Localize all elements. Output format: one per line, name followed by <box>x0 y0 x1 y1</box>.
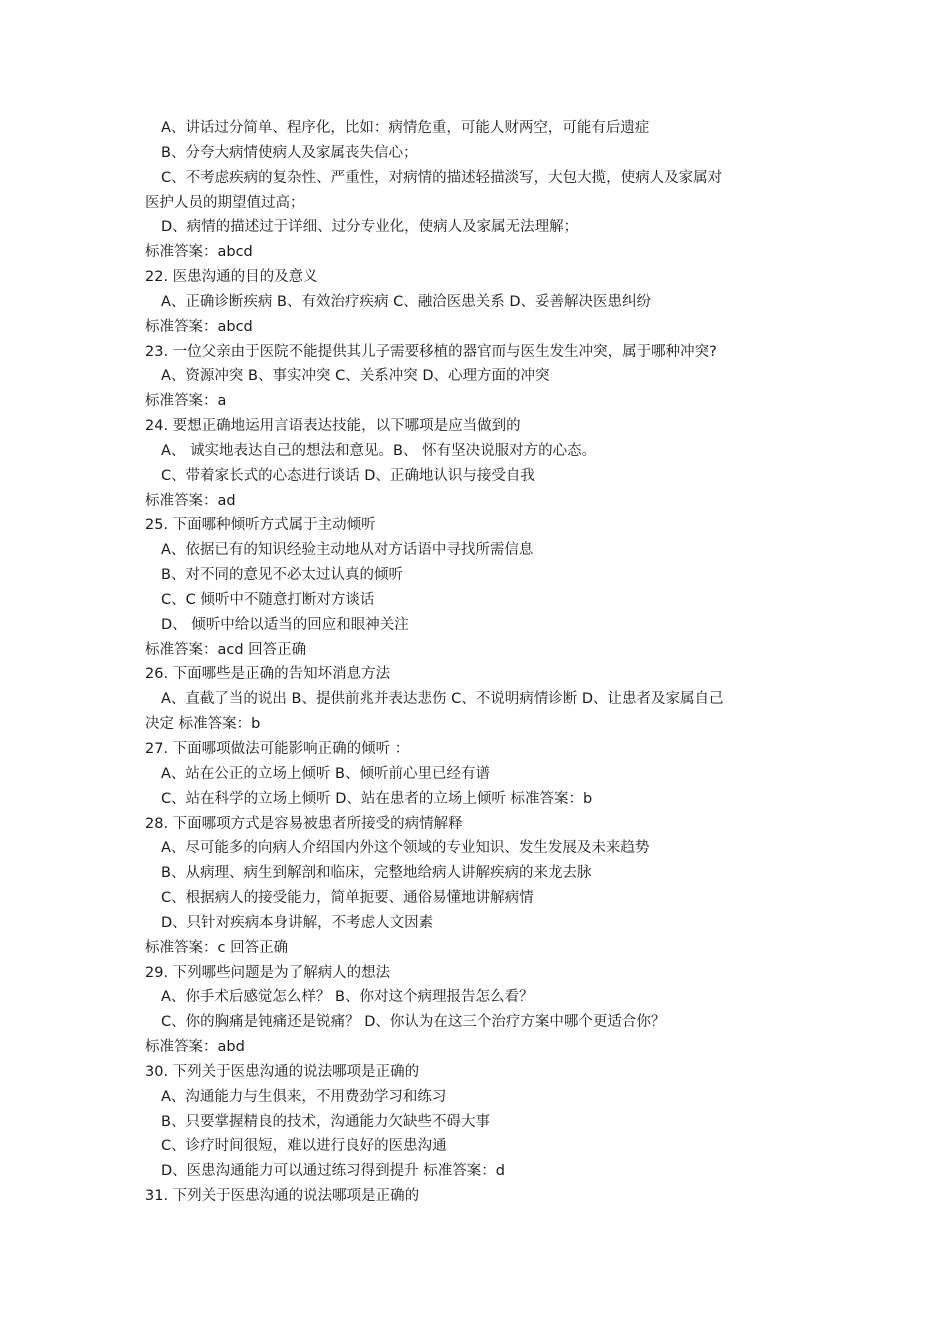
option-line: A、尽可能多的向病人介绍国内外这个领域的专业知识、发生发展及未来趋势 <box>161 840 650 857</box>
option-line: C、站在科学的立场上倾听 D、站在患者的立场上倾听 标准答案：b <box>161 790 593 807</box>
option-line: C、根据病人的接受能力，简单扼要、通俗易懂地讲解病情 <box>161 890 534 907</box>
option-line: A、讲话过分简单、程序化，比如：病情危重，可能人财两空，可能有后遗症 <box>161 120 650 136</box>
option-line: D、 倾听中给以适当的回应和眼神关注 <box>161 616 409 633</box>
question-line: 28. 下面哪项方式是容易被患者所接受的病情解释 <box>145 815 463 832</box>
option-line: A、依据已有的知识经验主动地从对方话语中寻找所需信息 <box>161 542 534 559</box>
option-line: C、你的胸痛是钝痛还是锐痛？ D、你认为在这三个治疗方案中哪个更适合你？ <box>161 1014 666 1031</box>
option-line: A、沟通能力与生俱来，不用费劲学习和练习 <box>161 1088 447 1105</box>
option-line: C、不考虑疾病的复杂性、严重性，对病情的描述轻描淡写，大包大揽，使病人及家属对 <box>161 169 723 186</box>
question-line: 25. 下面哪种倾听方式属于主动倾听 <box>145 517 376 534</box>
answer-line: 标准答案：abd <box>145 1039 245 1056</box>
option-line: A、站在公正的立场上倾听 B、倾听前心里已经有谱 <box>161 765 490 782</box>
option-line: A、直截了当的说出 B、提供前兆并表达悲伤 C、不说明病情诊断 D、让患者及家属自己 <box>161 691 724 708</box>
option-line: D、只针对疾病本身讲解，不考虑人文因素 <box>161 914 434 931</box>
question-line: 29. 下列哪些问题是为了解病人的想法 <box>145 964 391 981</box>
option-line: C、诊疗时间很短，难以进行良好的医患沟通 <box>161 1138 447 1155</box>
question-line: 31. 下列关于医患沟通的说法哪项是正确的 <box>145 1188 420 1205</box>
question-line: 24. 要想正确地运用言语表达技能，以下哪项是应当做到的 <box>145 418 521 435</box>
answer-line: 标准答案：acd 回答正确 <box>145 641 307 658</box>
answer-line: 标准答案：abcd <box>145 244 253 261</box>
option-line: D、病情的描述过于详细、过分专业化，使病人及家属无法理解； <box>161 219 579 236</box>
answer-line: 标准答案：abcd <box>145 318 253 335</box>
answer-line: 标准答案：c 回答正确 <box>145 939 289 956</box>
option-line: B、从病理、病生到解剖和临床，完整地给病人讲解疾病的来龙去脉 <box>161 865 592 882</box>
question-line: 23. 一位父亲由于医院不能提供其儿子需要移植的器官而与医生发生冲突，属于哪种冲突? <box>145 343 717 360</box>
option-line: B、只要掌握精良的技术，沟通能力欠缺些不碍大事 <box>161 1113 490 1130</box>
question-line: 27. 下面哪项做法可能影响正确的倾听 ： <box>145 741 410 757</box>
option-line: C、C 倾听中不随意打断对方谈话 <box>161 591 375 608</box>
option-line: A、正确诊断疾病 B、有效治疗疾病 C、融洽医患关系 D、妥善解决医患纠纷 <box>161 293 651 310</box>
question-line: 26. 下面哪些是正确的告知坏消息方法 <box>145 666 391 683</box>
answer-line: 决定 标准答案：b <box>145 716 261 733</box>
answer-line: 标准答案：a <box>145 393 227 410</box>
option-line: A、 诚实地表达自己的想法和意见。B、 怀有坚决说服对方的心态。 <box>161 442 597 459</box>
option-line: B、分夸大病情使病人及家属丧失信心； <box>161 144 418 161</box>
option-line: B、对不同的意见不必太过认真的倾听 <box>161 567 403 584</box>
option-line: A、资源冲突 B、事实冲突 C、关系冲突 D、心理方面的冲突 <box>161 368 550 385</box>
question-line: 22. 医患沟通的目的及意义 <box>145 269 318 286</box>
option-line: D、医患沟通能力可以通过练习得到提升 标准答案：d <box>161 1163 505 1180</box>
option-line: C、带着家长式的心态进行谈话 D、正确地认识与接受自我 <box>161 467 535 484</box>
question-line: 30. 下列关于医患沟通的说法哪项是正确的 <box>145 1063 420 1080</box>
answer-line: 标准答案：ad <box>145 492 236 509</box>
option-line: A、你手术后感觉怎么样？ B、你对这个病理报告怎么看？ <box>161 989 534 1006</box>
option-line: 医护人员的期望值过高； <box>145 194 305 211</box>
